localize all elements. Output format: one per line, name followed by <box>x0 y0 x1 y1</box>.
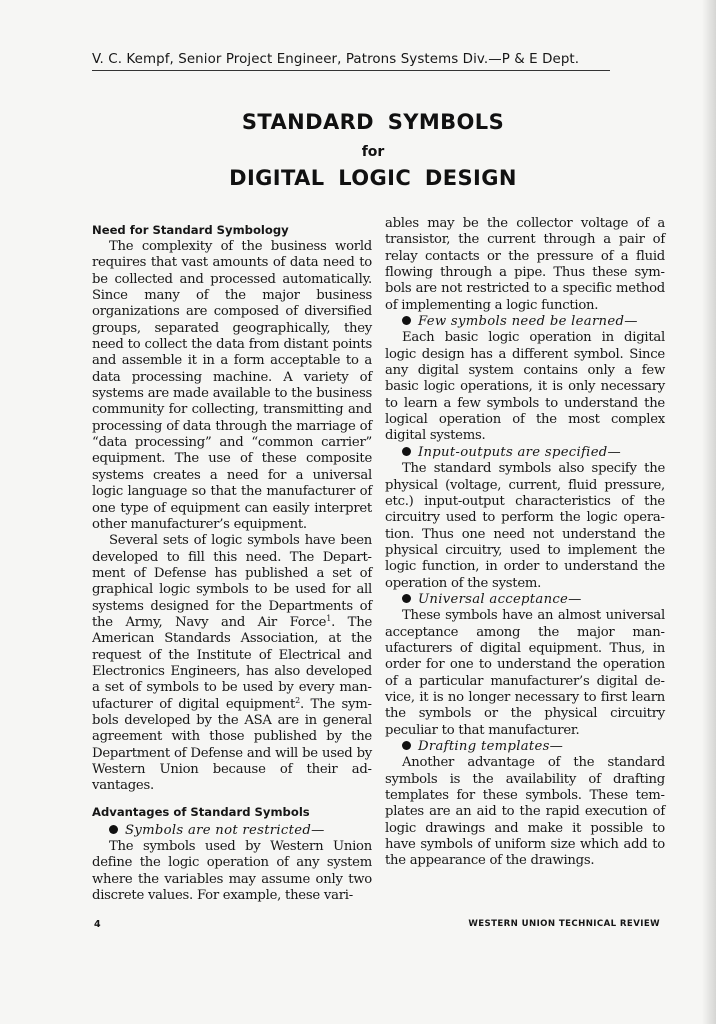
bullet-label: Drafting templates— <box>418 739 564 754</box>
bullet-label: Universal acceptance— <box>418 591 582 607</box>
bullet-label: Input-outputs are specified— <box>418 444 622 460</box>
section-heading-advantages: Advantages of Standard Symbols <box>92 804 310 819</box>
footnote-ref-2: 2 <box>295 695 300 705</box>
left-column <box>92 222 372 904</box>
paragraph-each-basic: Each basic logic operation in digital logic design has a different symbol. Since any digital system contains only a few basic logic operations, it is only necessary to learn a few symbols to understand the logical operation of the most complex digital systems. <box>385 330 665 444</box>
bullet-dot-icon <box>402 316 411 325</box>
paragraph-text: Several sets of logic symbols have been developed to fill this need. The Department of Defense has published a set of graphical logic symbols to be used for all systems designed for the Departments of the Army, Navy and Air Force <box>92 533 372 630</box>
paragraph-text: . The American Standards Association, at the request of the Institute of Electrical and Electronics Engineers, has also developed a set of symbols to be used by every manufacturer of digital equipment <box>92 614 372 712</box>
paragraph-text: . The symbols developed by the ASA are in general agreement with those published by the Department of Defense and will be used by Western Union because of their advantages. <box>92 696 372 794</box>
footnote-ref-1: 1 <box>326 613 332 623</box>
bullet-dot-icon <box>402 594 411 603</box>
bullet-input-outputs <box>385 445 665 461</box>
journal-name: WESTERN UNION TECHNICAL REVIEW <box>468 919 660 929</box>
bullet-symbols-not-restricted <box>92 823 372 839</box>
article-title-line1: STANDARD SYMBOLS <box>241 110 505 134</box>
paragraph-another-advantage: Another advantage of the standard symbols is the availability of drafting templates for these symbols. These templates are an aid to the rapid execution of logic drawings and make it possible to have symbols of uniform size which add to the appearance of the drawings. <box>385 755 665 869</box>
paragraph-variables-cont: ables may be the collector voltage of a transistor, the current through a pair of relay contacts or the pressure of a fluid flowing through a pipe. Thus these symbols are not restricted to a specific method of implementing a logic function. <box>385 216 665 313</box>
section-heading-need: Need for Standard Symbology <box>92 223 289 237</box>
bullet-drafting-templates <box>385 739 665 755</box>
author-byline: V. C. Kempf, Senior Project Engineer, Patrons Systems Div.—P & E Dept. <box>92 51 610 71</box>
bullet-label: Symbols are not restricted— <box>125 822 325 838</box>
bullet-label: Few symbols need be learned— <box>418 314 638 330</box>
paragraph-standard-symbols-specify: The standard symbols also specify the physical (voltage, current, fluid pressure, etc.) input-output characteristics of the circuitry used to perform the logic operation. Thus one need not understand the physical circuitry, used to implement the logic function, in order to understand the operation of the system. <box>385 461 665 591</box>
page-number: 4 <box>94 919 102 930</box>
paragraph-complexity: The complexity of the business world requires that vast amounts of data need to be collected and processed automatically. Since many of the major business organizations are composed of diversified groups, separated geographically, they need to collect the data from distant points and assemble it in a form acceptable to a data processing machine. A variety of systems are made available to the business community for collecting, transmitting and processing of data through the marriage of “data processing” and “common carrier” equipment. The use of these composite systems creates a need for a universal logic language so that the manufacturer of one type of equipment can easily interpret other manufacturer’s equipment. <box>92 239 372 532</box>
bullet-dot-icon <box>402 447 411 456</box>
article-title-connector: for <box>361 144 385 160</box>
bullet-few-symbols <box>385 314 665 330</box>
paragraph-several-sets <box>92 533 372 795</box>
paragraph-almost-universal: These symbols have an almost universal acceptance among the major manufacturers of digital equipment. Thus, in order for one to understand the operation of a particular manufacturer’s digital device, it is no longer necessary to first learn the symbols or the physical circuitry peculiar to that manufacturer. <box>385 608 665 738</box>
bullet-dot-icon <box>402 741 411 750</box>
article-title-line2: DIGITAL LOGIC DESIGN <box>229 166 517 190</box>
right-column <box>385 216 665 870</box>
bullet-dot-icon <box>109 825 118 834</box>
paragraph-symbols-used: The symbols used by Western Union define the logic operation of any system where the variables may assume only two discrete values. For example, these vari- <box>92 839 372 904</box>
bullet-universal-acceptance <box>385 592 665 608</box>
